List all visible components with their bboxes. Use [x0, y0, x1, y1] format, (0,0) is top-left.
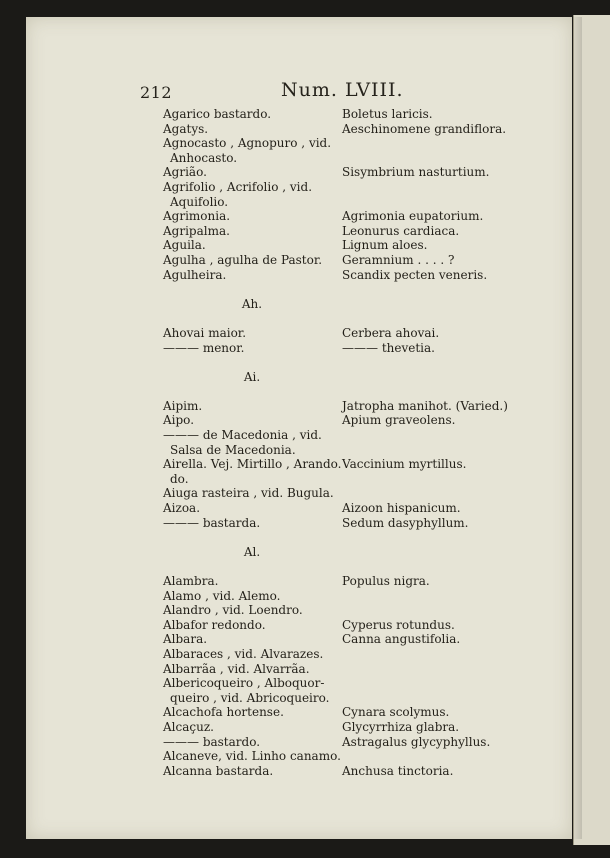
- latin-entry-line: Lignum aloes.: [342, 238, 428, 253]
- latin-entry-line: Aizoon hispanicum.: [342, 501, 461, 516]
- latin-entry-line: [342, 282, 542, 297]
- latin-entry-line: Agrimonia eupatorium.: [342, 209, 484, 224]
- entry-line: Agulheira.: [163, 267, 227, 282]
- latin-entry-line: Astragalus glycyphyllus.: [342, 734, 491, 749]
- latin-entry-line: Scandix pecten veneris.: [342, 267, 488, 282]
- entry-line: Albara.: [163, 632, 208, 647]
- latin-entry-line: [342, 180, 542, 195]
- latin-entry-line: Sedum dasyphyllum.: [342, 515, 469, 530]
- entry-line: Ahovai maior.: [163, 325, 247, 340]
- entry-line: Agrifolio , Acrifolio , vid.: [163, 179, 313, 194]
- latin-entry-line: [342, 749, 542, 764]
- entry-line: Aguila.: [163, 238, 206, 253]
- latin-entry-line: Cynara scolymus.: [342, 705, 450, 720]
- entry-line: Agatys.: [163, 121, 209, 136]
- latin-entry-line: Anchusa tinctoria.: [342, 763, 454, 778]
- latin-entry-line: [342, 559, 542, 574]
- entry-line: Agarico bastardo.: [163, 107, 272, 121]
- latin-entry-line: [342, 589, 542, 604]
- page-number: 212: [140, 83, 173, 102]
- latin-entry-line: Sisymbrium nasturtium.: [342, 165, 490, 180]
- latin-entry-line: Aeschinomene grandiflora.: [342, 121, 507, 136]
- entry-line: ——— bastardo.: [163, 734, 261, 749]
- entry-line: Anhocasto.: [170, 150, 238, 165]
- latin-entry-line: [342, 370, 542, 385]
- entry-line: Alcaçuz.: [163, 719, 214, 734]
- entry-line: [163, 384, 341, 399]
- entry-line: Alambra.: [163, 574, 219, 588]
- entry-line: Aquifolio.: [170, 194, 229, 209]
- entry-line: Salsa de Macedonia.: [170, 442, 296, 457]
- latin-entry-line: [342, 355, 542, 370]
- latin-entry-line: Vaccinium myrtillus.: [342, 457, 467, 472]
- entry-line: Agripalma.: [163, 223, 230, 238]
- latin-entry-line: Cyperus rotundus.: [342, 617, 455, 632]
- latin-entry-line: Cerbera ahovai.: [342, 325, 440, 340]
- page-header: [26, 79, 572, 109]
- entry-line: Albafor redondo.: [163, 617, 266, 632]
- latin-names-column: [342, 107, 542, 778]
- portuguese-names-column: [163, 107, 341, 778]
- entry-line: ——— bastarda.: [163, 515, 261, 530]
- latin-entry-line: [342, 151, 542, 166]
- section-heading: Ai.: [243, 369, 261, 384]
- entry-line: Agulha , agulha de Pastor.: [163, 252, 323, 267]
- entry-line: Aiuga rasteira , vid. Bugula.: [163, 486, 334, 501]
- latin-entry-line: [342, 297, 542, 312]
- latin-entry-line: Populus nigra.: [342, 574, 430, 588]
- latin-entry-line: [342, 647, 542, 662]
- entry-line: [163, 311, 341, 326]
- entry-line: Alcaneve, vid. Linho canamo.: [163, 749, 341, 764]
- entry-line: Aipim.: [163, 398, 203, 413]
- entry-line: [163, 355, 341, 370]
- latin-entry-line: Jatropha manihot. (Varied.): [342, 398, 508, 413]
- latin-entry-line: [342, 311, 542, 326]
- latin-entry-line: [342, 530, 542, 545]
- latin-entry-line: ——— thevetia.: [342, 340, 435, 355]
- entry-line: Alamo , vid. Alemo.: [163, 588, 281, 603]
- latin-entry-line: Geramnium . . . . ?: [342, 252, 455, 267]
- entry-line: [163, 282, 341, 297]
- entry-line: ——— menor.: [163, 340, 245, 355]
- latin-entry-line: Leonurus cardiaca.: [342, 223, 460, 238]
- entry-line: ——— de Macedonia , vid.: [163, 428, 322, 443]
- entry-line: Aizoa.: [163, 501, 201, 516]
- latin-entry-line: [342, 384, 542, 399]
- entry-line: Albaraces , vid. Alvarazes.: [163, 646, 324, 661]
- entry-line: Alcachofa hortense.: [163, 705, 284, 720]
- latin-entry-line: [342, 428, 542, 443]
- section-heading: Ah.: [241, 296, 263, 311]
- latin-entry-line: [342, 676, 542, 691]
- book-page: [26, 17, 572, 839]
- latin-entry-line: Apium graveolens.: [342, 413, 456, 428]
- gutter-shadow: [572, 17, 582, 839]
- latin-entry-line: [342, 662, 542, 677]
- running-title: Num. LVIII.: [281, 79, 404, 101]
- latin-entry-line: [342, 691, 542, 706]
- entry-line: queiro , vid. Abricoqueiro.: [170, 690, 330, 705]
- latin-entry-line: Glycyrrhiza glabra.: [342, 719, 460, 734]
- entry-line: Aipo.: [163, 413, 195, 428]
- latin-entry-line: [342, 443, 542, 458]
- entry-line: Albericoqueiro , Alboquor-: [163, 676, 325, 691]
- entry-line: do.: [170, 471, 189, 486]
- entry-line: [163, 559, 341, 574]
- entry-line: Alcanna bastarda.: [163, 763, 274, 778]
- latin-entry-line: [342, 486, 542, 501]
- entry-line: Airella. Vej. Mirtillo , Arando.: [163, 457, 342, 472]
- latin-entry-line: [342, 603, 542, 618]
- entry-line: Agrião.: [163, 165, 207, 180]
- latin-entry-line: [342, 195, 542, 210]
- latin-entry-line: [342, 545, 542, 560]
- entry-line: Alandro , vid. Loendro.: [163, 603, 303, 618]
- latin-entry-line: [342, 136, 542, 151]
- entry-line: Agrimonia.: [163, 209, 231, 224]
- latin-entry-line: [342, 472, 542, 487]
- entry-line: Agnocasto , Agnopuro , vid.: [163, 136, 332, 151]
- latin-entry-line: Boletus laricis.: [342, 107, 433, 121]
- section-heading: Al.: [243, 544, 261, 559]
- entry-line: Albarrãa , vid. Alvarrãa.: [163, 661, 310, 676]
- latin-entry-line: Canna angustifolia.: [342, 632, 461, 647]
- entry-line: [163, 530, 341, 545]
